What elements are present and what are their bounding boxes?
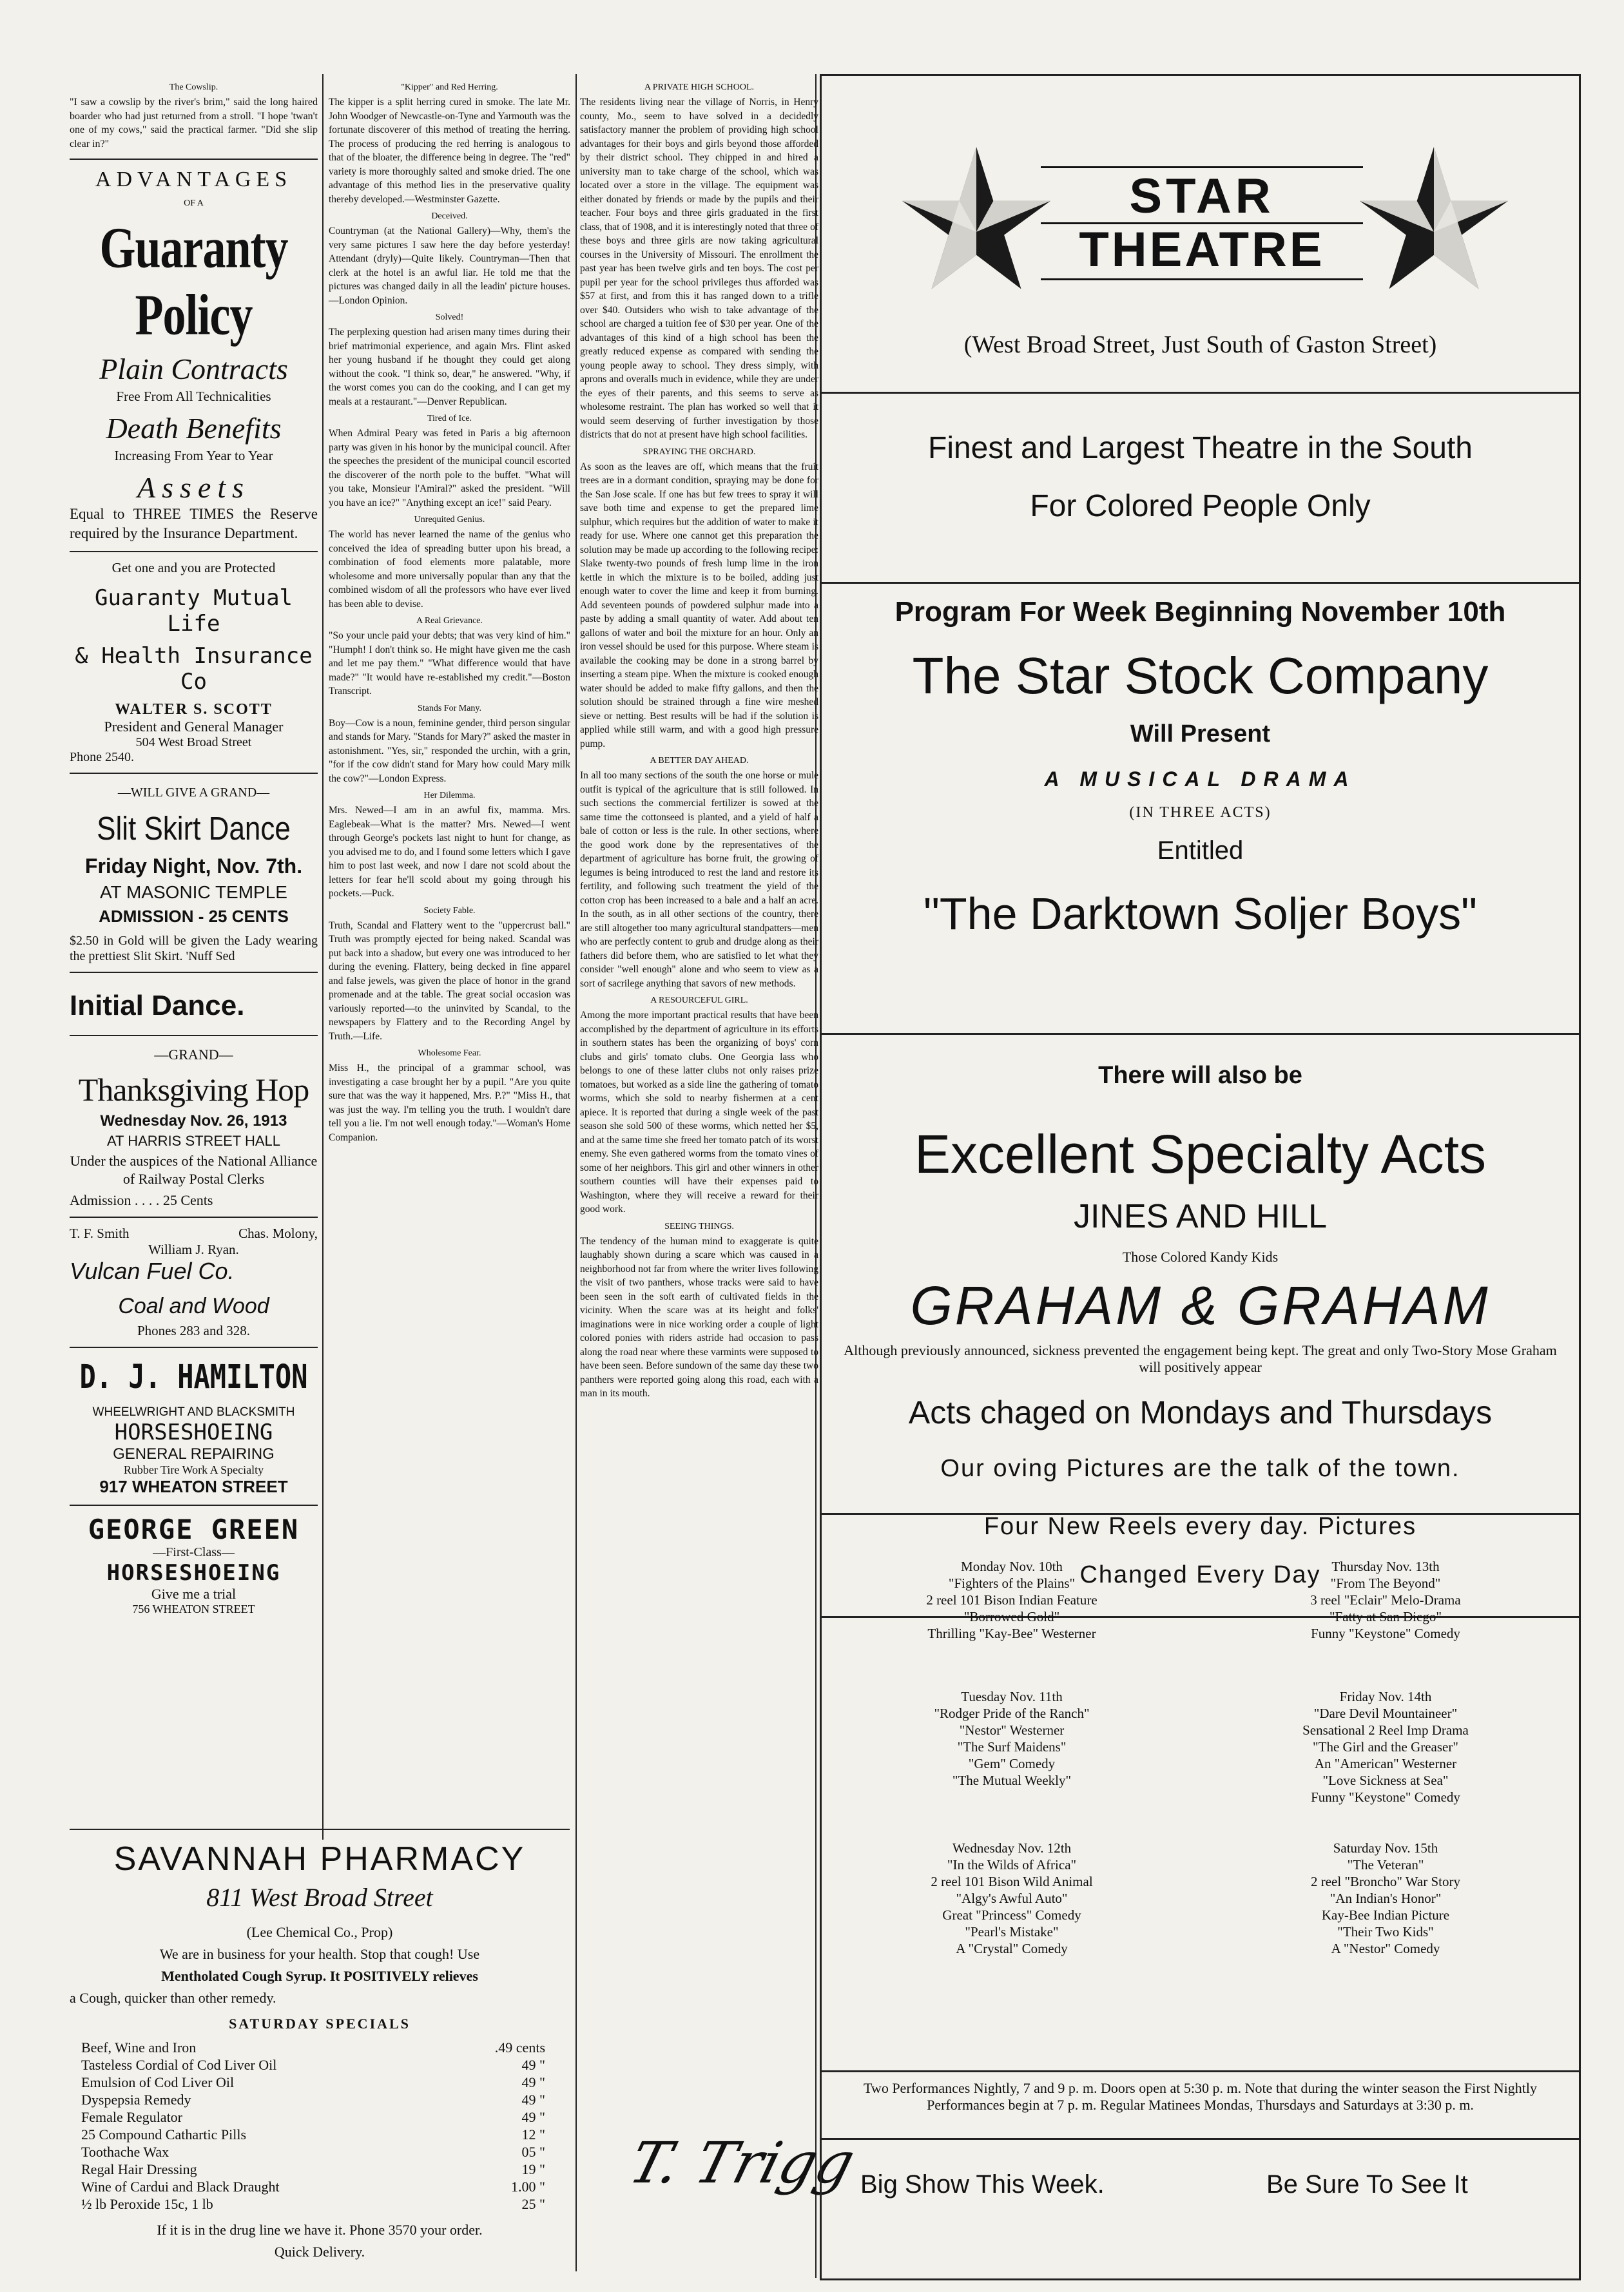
divider xyxy=(70,159,318,160)
wheaton-2-line: 756 WHEATON STREET xyxy=(132,1603,255,1615)
star-theatre-ad xyxy=(820,74,1581,2280)
special-item: Regal Hair Dressing xyxy=(81,2161,197,2177)
company-name-2: & Health Insurance Co xyxy=(75,643,313,695)
column-agriculture xyxy=(580,77,818,1401)
get-one-line: Get one and you are Protected xyxy=(111,560,276,575)
solved-title: Solved! xyxy=(435,313,464,322)
schedule-line: "Fatty at San Diego" xyxy=(1329,1609,1442,1624)
thanksgiving-heading: Thanksgiving Hop xyxy=(78,1072,309,1108)
schedule-line: Great "Princess" Comedy xyxy=(942,1907,1081,1923)
vulcan-heading: Vulcan Fuel Co. xyxy=(70,1258,235,1284)
hamilton-heading: D. J. HAMILTON xyxy=(79,1358,308,1396)
slit-skirt-ad xyxy=(70,785,318,964)
repair-line: GENERAL REPAIRING xyxy=(113,1445,275,1463)
special-price: 49 " xyxy=(521,2092,545,2108)
special-item: Wine of Cardui and Black Draught xyxy=(81,2179,280,2195)
special-row xyxy=(81,2091,545,2108)
pharmacy-line-2: Mentholated Cough Syrup. It POSITIVELY relieves xyxy=(161,1968,478,1984)
plain-contracts-sub: Free From All Technicalities xyxy=(116,389,271,404)
fear-title: Wholesome Fear. xyxy=(418,1048,481,1058)
wednesday-line: Wednesday Nov. 26, 1913 xyxy=(100,1112,287,1130)
schedule-line: Thrilling "Kay-Bee" Westerner xyxy=(927,1626,1096,1641)
schedule-line: A "Nestor" Comedy xyxy=(1331,1941,1440,1956)
schedule-line: "Their Two Kids" xyxy=(1337,1924,1434,1940)
be-sure-line: Be Sure To See It xyxy=(1266,2170,1468,2199)
pharmacy-footer-1: If it is in the drug line we have it. Phone 3570 your order. xyxy=(157,2222,483,2238)
special-item: Beef, Wine and Iron xyxy=(81,2039,197,2056)
program-section xyxy=(822,582,1579,1035)
specialty-heading: Excellent Specialty Acts xyxy=(914,1124,1487,1184)
big-show-line: Big Show This Week. xyxy=(860,2170,1105,2199)
pharmacy-address: 811 West Broad Street xyxy=(206,1883,433,1912)
special-price: 12 " xyxy=(521,2126,545,2143)
performances-note: Two Performances Nightly, 7 and 9 p. m. Doors open at 5:30 p. m. Note that during the winter season the First Nightly Performances begin at 7 p. m. Regular Matinees Mondas, Thursdays and Saturdays at 3:30 p. m. xyxy=(864,2080,1537,2113)
special-row xyxy=(81,2108,545,2126)
schedule-line: Monday Nov. 10th xyxy=(961,1559,1063,1574)
divider xyxy=(70,1829,570,1830)
school-title: A PRIVATE HIGH SCHOOL. xyxy=(644,82,755,92)
special-row xyxy=(81,2178,545,2195)
fear-text: Miss H., the principal of a grammar school, was investigating a case brought her by a pupil. "Are you quite sure that was the way it happened, Mrs. P.?" "Miss H., that was just the way. I'm telling you the truth. I wouldn't dare tell you a lie. I'm not well enough today."—Woman's Home Companion. xyxy=(329,1063,570,1143)
ice-text: When Admiral Peary was feted in Paris a big afternoon party was given in his honor by the municipal council. After the speeches the president of the municipal council escorted the discoverer of the north pole to the buffet. "What will you take, Monsieur l'Amiral?" asked the president. "Will you have an ice?" "Anything except an ice!" said Peary. xyxy=(329,428,570,508)
pharmacy-name: SAVANNAH PHARMACY xyxy=(113,1840,526,1878)
show-title: "The Darktown Soljer Boys" xyxy=(923,889,1477,939)
first-class-line: —First-Class— xyxy=(153,1545,235,1559)
auspices-line: Under the auspices of the National Alliance of Railway Postal Clerks xyxy=(70,1153,318,1187)
schedule-line: "The Mutual Weekly" xyxy=(952,1773,1072,1788)
theatre-header xyxy=(822,76,1579,394)
finest-section xyxy=(822,392,1579,584)
hall-line: AT HARRIS STREET HALL xyxy=(107,1133,280,1149)
owner-smith: T. F. Smith xyxy=(70,1226,130,1241)
assets-heading: Assets xyxy=(137,471,250,504)
orchard-title: SPRAYING THE ORCHARD. xyxy=(643,447,756,457)
school-text: The residents living near the village of Norris, in Henry county, Mo., seem to have solved in a decidedly satisfactory manner the problem of providing high school advantages for their boys and girls beyond those afforded by their district school. They chipped in and hired a university man to take charge of the school, which was located over a store in the village. The equipment was either donated by friends or made by the pupils and their teacher. Four boys and three girls graduated in the first class, that of 1908, and it is interestingly noted that three of these boys and three girls are now taking agricultural courses in the University of Missouri. The enrollment the past year has been twelve girls and ten boys. The cost per pupil per year for the school privileges thus afforded was $57 at first, and from this it has ranged down to a trifle over $40. Outsiders who wish to take advantage of the school are charged a tuition fee of $30 per year. One of the advantages of this kind of a high school has been the greatly reduced expense as compared with sending the young people away to school. They dress simply, with aprons and overalls much in evidence, while they are under the eyes of their parents, and this seems to serve as wholesome restraint. The plan has worked so well that it would seem deserving of further investigation by those districts that do not at present have high school facilities. xyxy=(580,97,818,440)
rubber-line: Rubber Tire Work A Specialty xyxy=(123,1463,264,1476)
drama-line: A MUSICAL DRAMA xyxy=(1044,767,1357,791)
cowslip-text: "I saw a cowslip by the river's brim," said the long haired boarder who had just returned from a stroll. "I hope 'twan't one of my cows," said the practical farmer. "Did she slip clear in?" xyxy=(70,97,318,149)
of-a-label: OF A xyxy=(184,198,204,208)
better-day-text: In all too many sections of the south the one horse or mule outfit is typical of the agriculture that is still followed. In such sections the commercial fertilizer is sowed at the same time the cottonseed is planted, and a yield of half a bale of cotton or less is the rule. In other sections, where the good work done by the representatives of the department of agriculture has borne fruit, the growing of legumes is being introduced to rest the land and restore its fertility, and following such treatment the yield of the cotton crop has been increased to a bale and a half an acre. In the south, as in all other sections of the country, there are still altogether too many agricultural standpatters—men who are perfectly content to grub and drudge along as their fathers did before them, who are satisfied to let what they consider "well enough" alone and who seem to view as a sort of sacrilege anything that savors of new methods. xyxy=(580,770,818,989)
wheaton-line: 917 WHEATON STREET xyxy=(99,1477,288,1496)
special-price: .49 cents xyxy=(494,2039,545,2056)
thanksgiving-admission: Admission . . . . 25 Cents xyxy=(70,1192,213,1208)
special-price: 1.00 " xyxy=(511,2179,545,2195)
schedule-line: "Pearl's Mistake" xyxy=(965,1924,1059,1940)
special-item: Emulsion of Cod Liver Oil xyxy=(81,2074,235,2090)
kandy-kids: Those Colored Kandy Kids xyxy=(1122,1249,1279,1265)
masonic-line: AT MASONIC TEMPLE xyxy=(100,882,287,902)
special-price: 25 " xyxy=(521,2196,545,2212)
special-price: 49 " xyxy=(521,2074,545,2090)
schedule-line: Thursday Nov. 13th xyxy=(1331,1559,1440,1574)
schedule-day xyxy=(860,1840,1163,1957)
special-row xyxy=(81,2161,545,2178)
death-benefits-sub: Increasing From Year to Year xyxy=(114,448,273,463)
admission-line: ADMISSION - 25 CENTS xyxy=(99,907,289,926)
deceived-title: Deceived. xyxy=(431,211,468,221)
will-give-line: —WILL GIVE A GRAND— xyxy=(117,785,270,800)
grievance-title: A Real Grievance. xyxy=(416,616,483,626)
schedule-line: Wednesday Nov. 12th xyxy=(952,1840,1072,1856)
guaranty-ad xyxy=(70,168,318,765)
theatre-location: (West Broad Street, Just South of Gaston Street) xyxy=(963,331,1437,358)
grand-line: —GRAND— xyxy=(154,1046,233,1063)
column-rule xyxy=(575,74,577,2271)
star-icon xyxy=(1357,147,1511,295)
better-day-title: A BETTER DAY AHEAD. xyxy=(650,756,749,766)
schedule-line: Sensational 2 Reel Imp Drama xyxy=(1302,1722,1469,1738)
genius-title: Unrequited Genius. xyxy=(414,515,485,525)
schedule-day xyxy=(860,1688,1163,1789)
signature: T. Trigg xyxy=(623,2130,862,2196)
friday-line: Friday Night, Nov. 7th. xyxy=(84,854,303,878)
hamilton-ad xyxy=(70,1358,318,1497)
company-street: 504 West Broad Street xyxy=(135,735,252,749)
dilemma-title: Her Dilemma. xyxy=(423,791,476,800)
theatre-name-theatre: THEATRE xyxy=(1041,222,1363,276)
advantages-heading: ADVANTAGES xyxy=(95,168,293,191)
schedule-line: "Dare Devil Mountaineer" xyxy=(1313,1706,1458,1721)
jines-hill: JINES AND HILL xyxy=(1073,1198,1328,1235)
stands-text: Boy—Cow is a noun, feminine gender, third person singular and stands for Mary. "Stands for Mary?" asked the master in astonishment. "Yes, sir," responded the urchin, with a grin, "for if the cow didn't stand for Mary how could Mary milk the cow?"—London Express. xyxy=(329,717,570,784)
owner-molony: Chas. Molony, xyxy=(238,1226,318,1241)
schedule-line: "The Girl and the Greaser" xyxy=(1313,1739,1458,1755)
grievance-text: "So your uncle paid your debts; that was very kind of him." "Humph! I don't think so. He might have given me the cash and let me pay them." "What difference would that have made?" "It would have re-established my credit."—Boston Transcript. xyxy=(329,630,570,697)
finest-line: Finest and Largest Theatre in the South xyxy=(928,431,1473,465)
genius-text: The world has never learned the name of the genius who conceived the idea of spreading butter upon his bread, a combination of food elements more palatable, more wholesome and more universally popular than any that the combined wisdom of all the professors who have ever lived has been able to devise. xyxy=(329,529,570,610)
orchard-text: As soon as the leaves are off, which means that the fruit trees are in a dormant condition, spraying may be done for the San Jose scale. If one has but few trees to spray it will save both time and expense to get the prepared lime sulphur, which requires but the addition of water to make it ready for use. Where one cannot get this preparation the solution may be made up according to the following recipe: Slake twenty-two pounds of fresh lump lime in the iron kettle in which the mixture is to be boiled, adding just enough water to cover the lime and keep it from burning. Add seventeen pounds of powdered sulphur made into a paste by adding a small quantity of water. Add about ten gallons of water and boil the mixture for an hour. Only an iron vessel should be used for this purpose. Where steam is available the cooking may be done in a strong barrel by inserting a steam pipe. When the mixture is cooked enough water should be added to make fifty gallons, and then the solution should be strained through a fine wire meshed sieve or netting. Best results will be had if the solution is applied while still warm, and with a good high pressure pump. xyxy=(580,461,818,749)
divider xyxy=(822,2070,1579,2072)
special-item: Tasteless Cordial of Cod Liver Oil xyxy=(81,2057,277,2073)
schedule-line: "Nestor" Westerner xyxy=(959,1722,1065,1738)
special-row xyxy=(81,2056,545,2074)
special-item: Toothache Wax xyxy=(81,2144,169,2160)
gold-prize-text: $2.50 in Gold will be given the Lady wearing the prettiest Slit Skirt. 'Nuff Sed xyxy=(70,934,318,963)
pharmacy-line-3: a Cough, quicker than other remedy. xyxy=(70,1990,276,2006)
present-line: Will Present xyxy=(1130,720,1271,747)
fable-text: Truth, Scandal and Flattery went to the "uppercrust ball." Truth was promptly ejected for being naked. Scandal was put back into a shadow, but every one was introduced to her during the evening. Flattery, being decked in fine apparel and false jewels, was given the place of honor in the grand promenade and at the table. The great social occasion was variously reported—to the uninvited by Scandal, to the newspapers by Flattery and to the Recording Angel by Truth.—Life. xyxy=(329,920,570,1042)
schedule-line: "Love Sickness at Sea" xyxy=(1322,1773,1449,1788)
plain-contracts-heading: Plain Contracts xyxy=(99,352,288,385)
horseshoeing-2-line: HORSESHOEING xyxy=(106,1560,281,1586)
vulcan-ad xyxy=(70,1226,318,1339)
fable-title: Society Fable. xyxy=(423,905,476,916)
pharmacy-ad xyxy=(70,1840,570,2264)
special-price: 05 " xyxy=(521,2144,545,2160)
george-green-heading: GEORGE GREEN xyxy=(88,1514,300,1545)
kipper-text: The kipper is a split herring cured in smoke. The late Mr. John Woodger of Newcastle-on-Tyne and Yarmouth was the fortunate discoverer of this method of treating the herring. The process of producing the red herring is analogous to that of the bloater, the difference being in degree. The "red" variety is more thoroughly salted and smoke dried. The one advantage of this method lies in the preservative quality thereby developed.—Westminster Gazette. xyxy=(329,97,570,205)
seeing-things-title: SEEING THINGS. xyxy=(664,1221,734,1231)
specials-list xyxy=(70,2039,570,2213)
guaranty-policy-heading: Guaranty Policy xyxy=(99,215,288,347)
divider xyxy=(70,1505,318,1506)
entitled-line: Entitled xyxy=(1157,836,1244,865)
solved-text: The perplexing question had arisen many times during their brief matrimonial experience, and again Mrs. Flint asked her young husband if he thought they could get along without the cook. "I think so, dear," he answered. "Why, if the worst comes you can do the cooking, and I can get my meals at a restaurant."—Denver Republican. xyxy=(329,327,570,407)
special-row xyxy=(81,2074,545,2091)
special-item: Female Regulator xyxy=(81,2109,183,2125)
program-line: Program For Week Beginning November 10th xyxy=(894,596,1506,628)
schedule-line: Kay-Bee Indian Picture xyxy=(1321,1907,1450,1923)
divider xyxy=(70,1217,318,1218)
schedule-day xyxy=(1234,1558,1537,1642)
moving-line-2: Four New Reels every day. Pictures xyxy=(983,1513,1417,1540)
initial-dance-heading: Initial Dance. xyxy=(70,990,245,1021)
specialty-section xyxy=(822,1033,1579,1515)
schedule-line: 2 reel "Broncho" War Story xyxy=(1310,1874,1460,1889)
special-price: 49 " xyxy=(521,2109,545,2125)
george-green-ad xyxy=(70,1514,318,1616)
schedule-line: Funny "Keystone" Comedy xyxy=(1311,1789,1460,1805)
death-benefits-heading: Death Benefits xyxy=(106,412,282,445)
schedule-line: 2 reel 101 Bison Wild Animal xyxy=(931,1874,1093,1889)
vulcan-owners xyxy=(70,1226,318,1242)
also-line: There will also be xyxy=(1098,1062,1302,1089)
divider xyxy=(70,551,318,552)
vulcan-phones: Phones 283 and 328. xyxy=(137,1323,250,1338)
company-phone: Phone 2540. xyxy=(70,750,134,764)
schedule-line: Tuesday Nov. 11th xyxy=(961,1689,1063,1704)
special-item: 25 Compound Cathartic Pills xyxy=(81,2126,247,2143)
theatre-name-box xyxy=(1041,166,1363,280)
changed-line: Acts chaged on Mondays and Thursdays xyxy=(908,1394,1493,1430)
although-note: Although previously announced, sickness prevented the engagement being kept. The great and only Two-Story Mose Graham will positively appear xyxy=(844,1342,1557,1375)
schedule-line: "From The Beyond" xyxy=(1330,1575,1441,1591)
column-rule xyxy=(322,74,324,1840)
schedule-line: Friday Nov. 14th xyxy=(1339,1689,1432,1704)
schedule-line: Saturday Nov. 15th xyxy=(1333,1840,1438,1856)
president-title: President and General Manager xyxy=(104,718,284,735)
divider xyxy=(822,2138,1579,2140)
column-advertisements xyxy=(70,77,318,1616)
divider xyxy=(70,773,318,774)
divider xyxy=(70,1035,318,1036)
moving-line-1: Our oving Pictures are the talk of the town. xyxy=(940,1455,1460,1482)
company-name-1: Guaranty Mutual Life xyxy=(94,585,293,637)
special-item: ½ lb Peroxide 15c, 1 lb xyxy=(81,2196,213,2212)
divider xyxy=(70,972,318,973)
special-item: Dyspepsia Remedy xyxy=(81,2092,191,2108)
schedule-day xyxy=(1234,1840,1537,1957)
schedule-line: "Rodger Pride of the Ranch" xyxy=(934,1706,1090,1721)
stands-title: Stands For Many. xyxy=(417,703,482,713)
dilemma-text: Mrs. Newed—I am in an awful fix, mamma. Mrs. Eaglebeak—What is the matter? Mrs. Newed—I went through George's pockets last night to hunt for change, as you advised me to do, and I found some letters which I gave him to post last week, and now I dare not scold about the letters for fear he'll scold about my going through his pockets.—Puck. xyxy=(329,805,570,899)
seeing-things-text: The tendency of the human mind to exaggerate is quite laughably shown during a scare which was caused in a neighborhood not far from where the writer lives following the visit of two panthers, whose tracks were said to have been seen in the soft earth of cultivated fields in the vicinity. When the scare was at its height and folks' imaginations were in nice working order a couple of light colored ponies with riders astride had occasion to pass along the road near where these varmints were supposed to have been seen. Before sundown of the same day these two panthers were reported going along this road, each with a man in its mouth. xyxy=(580,1235,818,1399)
president-name: WALTER S. SCOTT xyxy=(115,701,273,718)
special-price: 19 " xyxy=(521,2161,545,2177)
schedule-line: "The Veteran" xyxy=(1347,1857,1424,1873)
schedule-line: Funny "Keystone" Comedy xyxy=(1311,1626,1460,1641)
special-row xyxy=(81,2039,545,2056)
special-price: 49 " xyxy=(521,2057,545,2073)
schedule-line: "Algy's Awful Auto" xyxy=(956,1891,1068,1906)
schedule-line: "In the Wilds of Africa" xyxy=(947,1857,1077,1873)
assets-sub: Equal to THREE TIMES the Reserve required by the Insurance Department. xyxy=(70,506,318,541)
slit-skirt-heading: Slit Skirt Dance xyxy=(97,811,291,847)
star-icon xyxy=(899,147,1054,295)
wheelwright-line: WHEELWRIGHT AND BLACKSMITH xyxy=(92,1405,295,1419)
schedule-line: "An Indian's Honor" xyxy=(1329,1891,1442,1906)
schedule-line: 3 reel "Eclair" Melo-Drama xyxy=(1310,1592,1461,1608)
acts-line: (IN THREE ACTS) xyxy=(1129,804,1271,821)
resourceful-girl-title: A RESOURCEFUL GIRL. xyxy=(650,996,748,1005)
schedule-line: "Fighters of the Plains" xyxy=(948,1575,1076,1591)
schedule-line: "Borrowed Gold" xyxy=(963,1609,1060,1624)
theatre-name-star: STAR xyxy=(1129,169,1275,224)
specials-title: SATURDAY SPECIALS xyxy=(229,2016,411,2032)
schedule-line: "Gem" Comedy xyxy=(968,1756,1056,1771)
graham-heading: GRAHAM & GRAHAM xyxy=(910,1275,1491,1336)
trial-line: Give me a trial xyxy=(151,1586,237,1602)
schedule-line: A "Crystal" Comedy xyxy=(956,1941,1068,1956)
special-row xyxy=(81,2195,545,2213)
special-row xyxy=(81,2126,545,2143)
pharmacy-footer-2: Quick Delivery. xyxy=(274,2244,365,2260)
ice-title: Tired of Ice. xyxy=(427,414,472,423)
column-short-stories xyxy=(329,77,570,1144)
moving-line-3: Changed Every Day xyxy=(1079,1561,1321,1588)
schedule-day xyxy=(860,1558,1163,1642)
deceived-text: Countryman (at the National Gallery)—Why, them's the very same pictures I saw here the day before yesterday! Attendant (dryly)—Quite likely. Countryman—Then that clerk at the hotel is an awful liar. He told me that the pictures was changed daily in all the leadin' picture houses.—London Opinion. xyxy=(329,226,570,306)
schedule-day xyxy=(1234,1688,1537,1806)
divider xyxy=(70,1347,318,1348)
cowslip-title: The Cowslip. xyxy=(169,82,218,92)
coal-wood-heading: Coal and Wood xyxy=(118,1294,269,1318)
company-line: The Star Stock Company xyxy=(912,647,1489,704)
special-row xyxy=(81,2143,545,2161)
colored-line: For Colored People Only xyxy=(1030,489,1371,523)
schedule-line: "The Surf Maidens" xyxy=(957,1739,1067,1755)
schedule-line: 2 reel 101 Bison Indian Feature xyxy=(926,1592,1097,1608)
owner-ryan: William J. Ryan. xyxy=(148,1242,239,1257)
pharmacy-owner: (Lee Chemical Co., Prop) xyxy=(246,1924,393,1940)
kipper-title: "Kipper" and Red Herring. xyxy=(401,82,498,92)
pharmacy-line-1: We are in business for your health. Stop that cough! Use xyxy=(159,1946,480,1962)
horseshoeing-line: HORSESHOEING xyxy=(114,1420,273,1445)
thanksgiving-ad xyxy=(70,1046,318,1209)
resourceful-girl-text: Among the more important practical results that have been accomplished by the department of agriculture in its efforts in southern states has been the organizing of boys' corn clubs and girls' tomato clubs. One Georgia lass who belongs to one of these latter clubs not only raises prize tomatoes, but worked as a side line the gathering of tomato worms, which she sold to nearby fishermen at a cent apiece. It is reported that during a single week of the past season she sold 500 of these worms, which netted her $5, and at the same time she freed her tomato patch of its worst enemy. She even gathered worms from the tomato vines of some of her neighbors. This girl and other winners in other southern counties will have their expenses paid to Washington, where they will receive a reward for their good work. xyxy=(580,1010,818,1215)
schedule-line: An "American" Westerner xyxy=(1314,1756,1457,1771)
